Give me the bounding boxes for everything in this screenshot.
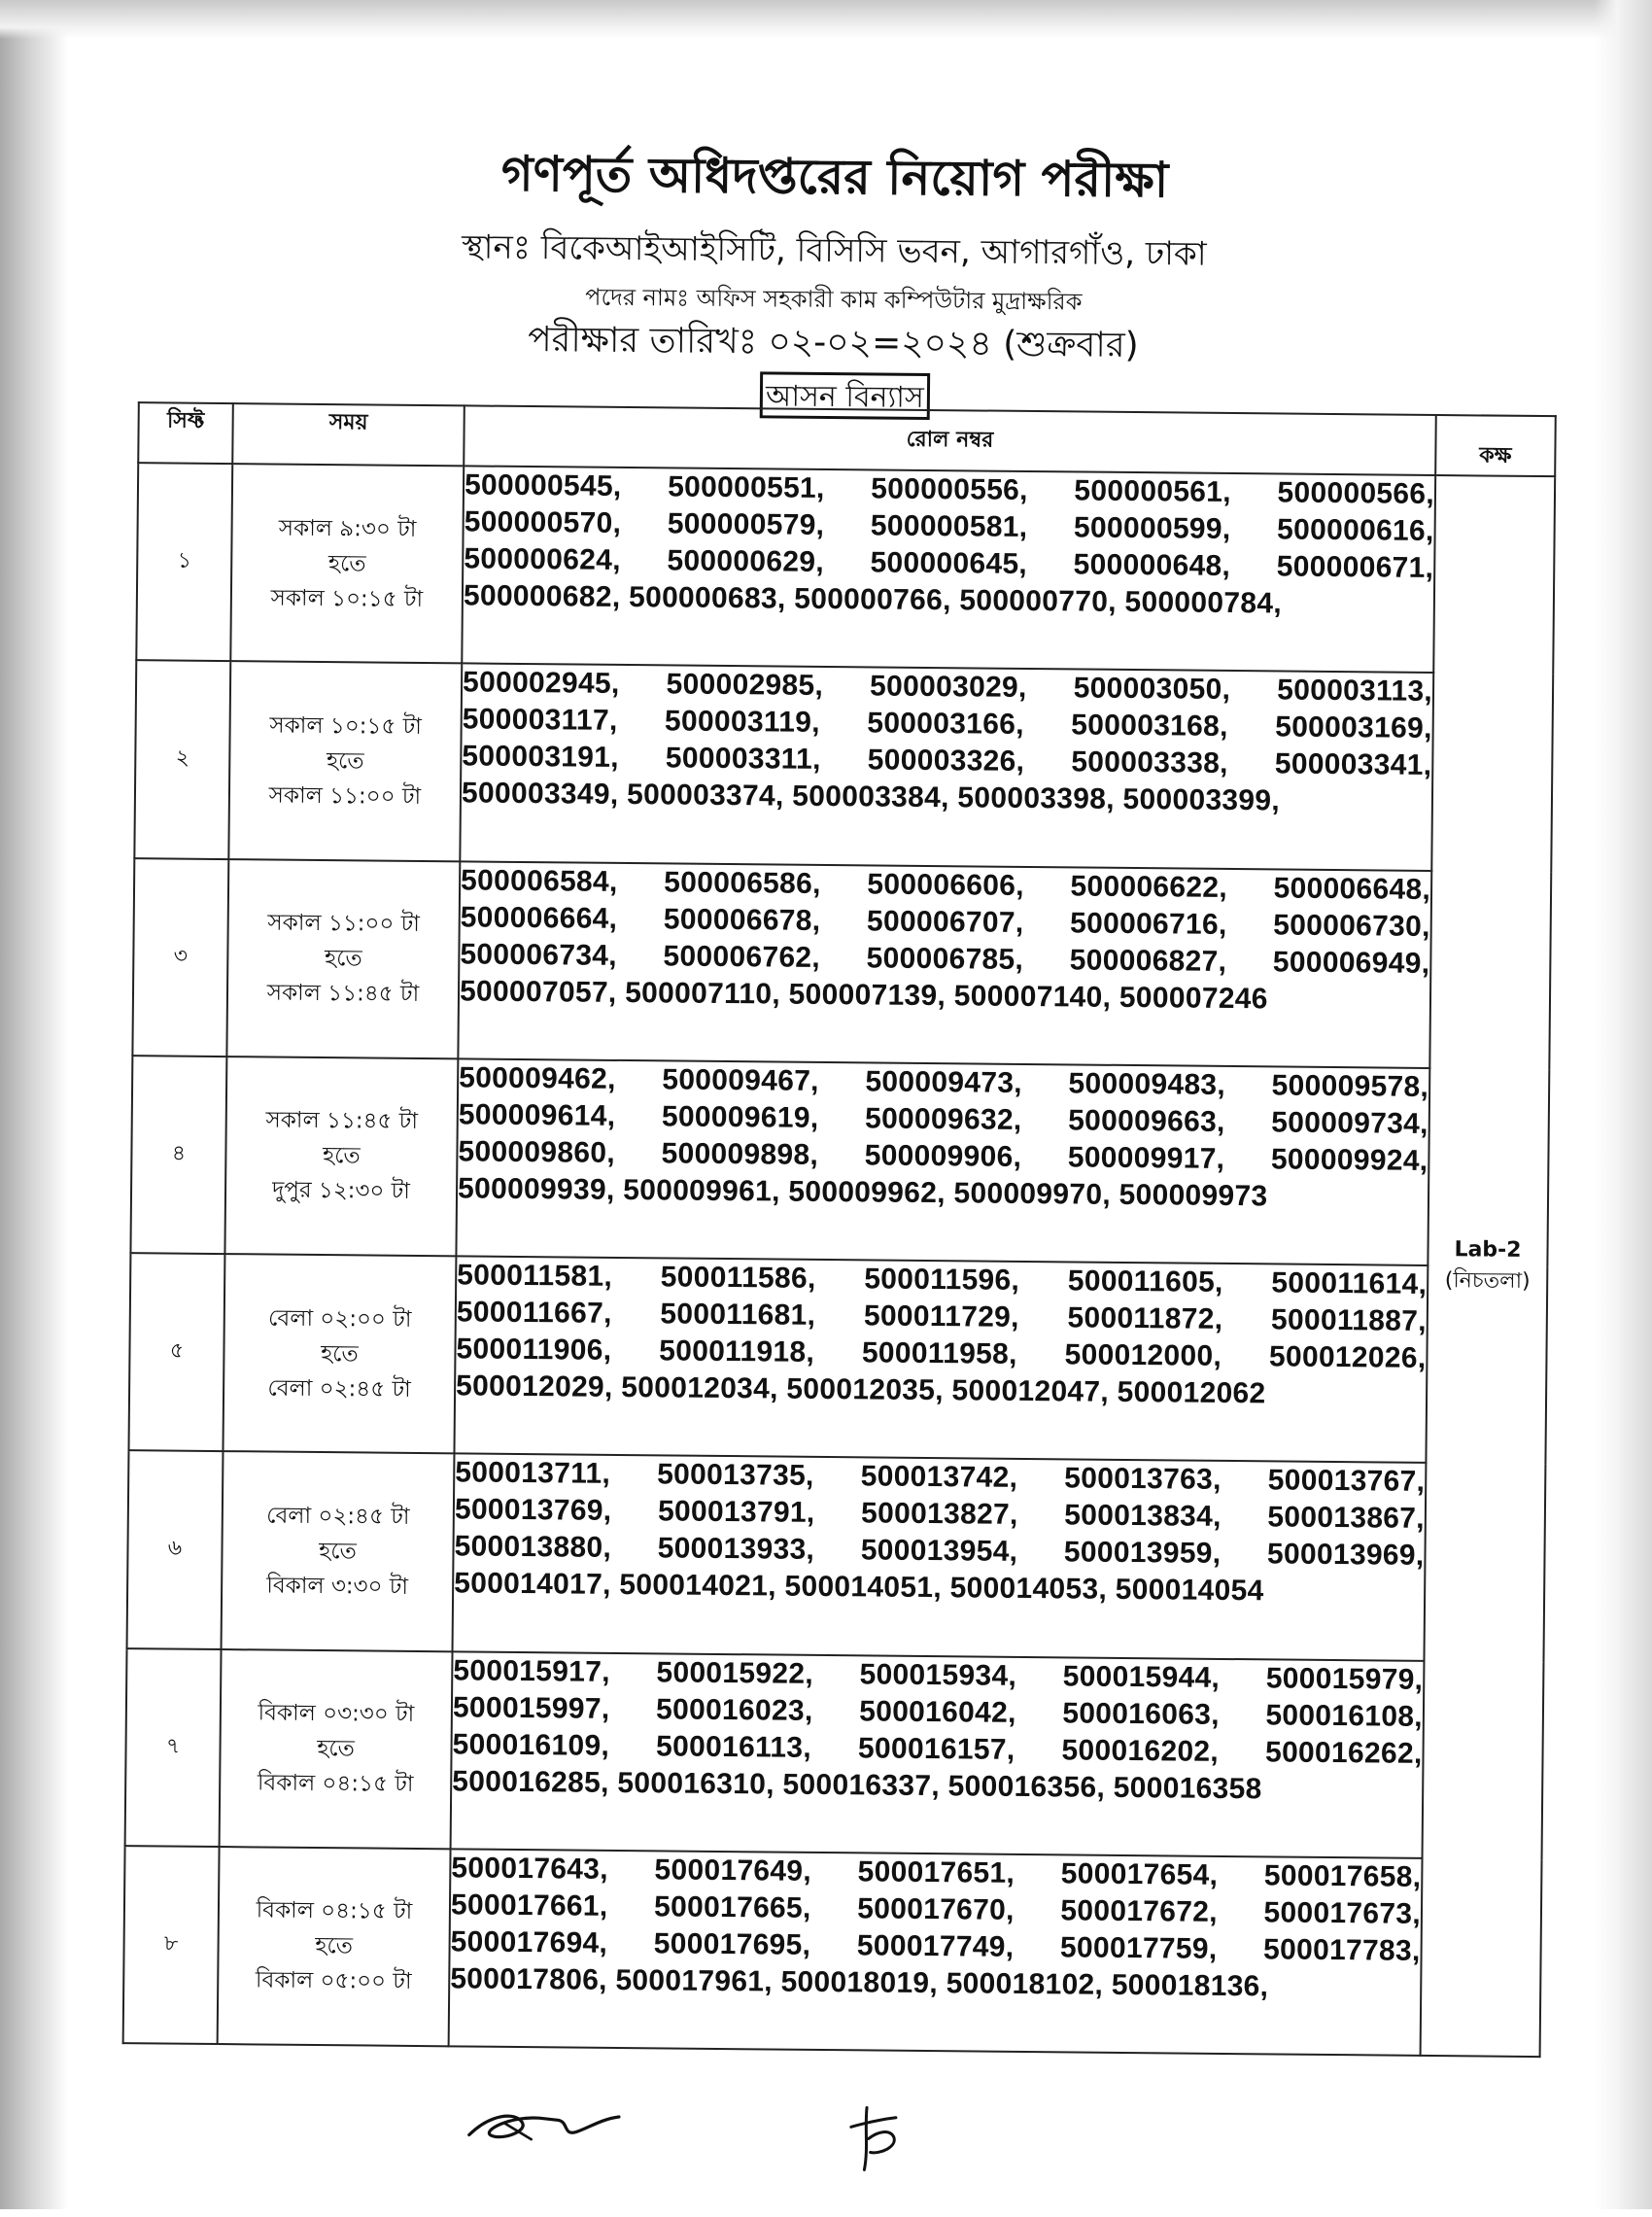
roll-number-line: 500009614, 500009619, 500009632, 500009663, 500009734, (458, 1098, 1428, 1140)
roll-number-line: 500017694, 500017695, 500017749, 500017759, 500017783, (450, 1925, 1421, 1967)
table-row (134, 660, 1553, 871)
shift-time-mid: হতে (319, 1538, 357, 1565)
shift-number: ৬ (127, 1450, 224, 1648)
roll-number-line: 500015997, 500016023, 500016042, 500016063, 500016108, (452, 1690, 1424, 1733)
roll-number-line: 500009939, 500009961, 500009962, 500009970, 500009973 (457, 1172, 1268, 1213)
shift-time (228, 661, 462, 861)
seat-plan-table (122, 401, 1557, 2058)
table-row (130, 1056, 1549, 1266)
table-row (127, 1450, 1546, 1661)
shift-time-end: বিকাল ০৪:১৫ টা (257, 1770, 414, 1798)
shift-number: ৩ (132, 858, 228, 1057)
exam-date: পরীক্ষার তারিখঃ ০২-০২=২০২৪ (শুক্রবার) (528, 320, 1139, 366)
roll-numbers (460, 664, 1433, 871)
roll-number-line: 500016109, 500016113, 500016157, 500016202, 500016262, (452, 1727, 1423, 1770)
seat-plan-label: আসন বিন্যাস (760, 371, 930, 420)
table-row (132, 858, 1551, 1069)
roll-number-line: 500006584, 500006586, 500006606, 500006622, 500006648, (460, 863, 1431, 906)
exam-room (1421, 475, 1556, 2057)
roll-number-line: 500007057, 500007110, 500007139, 500007140, 500007246 (459, 974, 1268, 1015)
roll-number-line: 500003117, 500003119, 500003166, 500003168, 500003169, (462, 703, 1432, 745)
signature-right (844, 2099, 913, 2178)
table-body (123, 463, 1556, 2057)
roll-number-line: 500006664, 500006678, 500006707, 500006716, 500006730, (460, 900, 1430, 943)
shift-number: ২ (134, 660, 230, 858)
roll-number-line: 500011906, 500011918, 500011958, 500012000, 500012026, (456, 1333, 1427, 1374)
roll-number-line: 500003349, 500003374, 500003384, 500003398, 500003399, (461, 777, 1281, 817)
column-header-shift: সিফ্ট (138, 402, 233, 464)
roll-numbers (454, 1256, 1428, 1463)
post-name: পদের নামঃ অফিস সহকারী কাম কম্পিউটার মুদ্রাক্ষরিক (585, 283, 1083, 316)
shift-time-start: সকাল ৯:৩০ টা (278, 515, 417, 542)
table-row (123, 1846, 1542, 2057)
table-row (136, 463, 1555, 674)
shift-time-start: বেলা ০২:৪৫ টা (266, 1503, 410, 1530)
roll-number-line: 500000545, 500000551, 500000556, 500000561, 500000566, (464, 468, 1435, 510)
shift-time-end: দুপুর ১২:৩০ টা (272, 1177, 411, 1205)
shift-time-end: বিকাল ০৫:০০ টা (255, 1967, 412, 1995)
shift-time-mid: হতে (326, 747, 364, 775)
roll-number-line: 500017806, 500017961, 500018019, 500018102, 500018136, (450, 1962, 1269, 2003)
shift-time-start: বেলা ০২:০০ টা (268, 1305, 412, 1333)
roll-number-line: 500015917, 500015922, 500015934, 500015944, 500015979, (453, 1653, 1424, 1696)
roll-numbers (456, 1058, 1429, 1265)
roll-number-line: 500006734, 500006762, 500006785, 500006827, 500006949, (460, 937, 1430, 980)
column-header-roll: রোল নম্বর (464, 405, 1436, 475)
room-floor: (নিচতলা) (1444, 1268, 1531, 1294)
shift-time-mid: হতে (315, 1933, 354, 1959)
shift-time-mid: হতে (327, 550, 366, 577)
shift-time-mid: হতে (317, 1736, 355, 1762)
roll-number-line: 500014017, 500014021, 500014051, 500014053, 500014054 (454, 1567, 1264, 1608)
roll-number-line: 500017643, 500017649, 500017651, 500017654, 500017658, (451, 1852, 1422, 1893)
roll-number-line: 500000570, 500000579, 500000581, 500000599, 500000616, (464, 505, 1434, 547)
roll-number-line: 500003191, 500003311, 500003326, 500003338, 500003341, (462, 740, 1432, 782)
shift-time (220, 1649, 453, 1850)
shift-time-end: সকাল ১১:০০ টা (268, 782, 422, 810)
roll-numbers (451, 1651, 1425, 1858)
shift-time (223, 1254, 456, 1454)
roll-numbers (449, 1849, 1423, 2056)
roll-number-line: 500000682, 500000683, 500000766, 500000770, 500000784, (463, 579, 1283, 620)
shift-time-mid: হতে (322, 1143, 361, 1169)
roll-numbers (453, 1454, 1427, 1661)
shift-time (226, 859, 460, 1059)
signature-left (461, 2096, 627, 2165)
column-header-room: কক্ষ (1435, 415, 1556, 476)
shift-time (224, 1057, 458, 1257)
shift-time-end: বিকাল ৩:৩০ টা (266, 1573, 409, 1600)
shift-time-end: সকাল ১১:৪৫ টা (266, 980, 420, 1008)
roll-numbers (458, 861, 1431, 1068)
shift-time (218, 1847, 451, 2047)
shift-time-start: সকাল ১১:৪৫ টা (265, 1107, 419, 1135)
room-name: Lab-2 (1454, 1237, 1522, 1263)
roll-number-line: 500000624, 500000629, 500000645, 500000648, 500000671, (464, 542, 1434, 584)
roll-number-line: 500016285, 500016310, 500016337, 500016356, 500016358 (452, 1764, 1262, 1805)
shift-time-mid: হতে (324, 946, 362, 972)
roll-number-line: 500009860, 500009898, 500009906, 500009917, 500009924, (458, 1135, 1428, 1177)
shift-number: ৪ (130, 1056, 226, 1254)
shift-number: ৮ (123, 1846, 220, 2044)
shift-number: ৭ (125, 1648, 222, 1847)
table-row (128, 1253, 1547, 1464)
shift-time-start: সকাল ১০:১৫ টা (269, 712, 422, 740)
roll-number-line: 500013769, 500013791, 500013827, 500013834, 500013867, (454, 1493, 1426, 1536)
shift-time-start: বিকাল ০৪:১৫ টা (256, 1897, 413, 1925)
shift-time-end: বেলা ০২:৪৫ টা (267, 1375, 411, 1403)
roll-number-line: 500011581, 500011586, 500011596, 500011605, 500011614, (457, 1259, 1428, 1300)
roll-number-line: 500009462, 500009467, 500009473, 500009483, 500009578, (459, 1061, 1429, 1103)
document-title: গণপূর্ত অধিদপ্তরের নিয়োগ পরীক্ষা (500, 145, 1169, 209)
shift-number: ৫ (128, 1253, 224, 1451)
table-row (125, 1648, 1544, 1859)
roll-number-line: 500013711, 500013735, 500013742, 500013763, 500013767, (455, 1456, 1426, 1499)
shift-time-start: সকাল ১১:০০ টা (267, 910, 421, 938)
exam-venue: স্থানঃ বিকেআইআইসিটি, বিসিসি ভবন, আগারগাঁও, ঢাকা (461, 227, 1207, 274)
roll-number-line: 500011667, 500011681, 500011729, 500011872, 500011887, (456, 1296, 1427, 1337)
shift-time (222, 1451, 455, 1651)
roll-numbers (462, 466, 1435, 673)
roll-number-line: 500002945, 500002985, 500003029, 500003050, 500003113, (462, 666, 1433, 709)
column-header-time: সময় (232, 403, 465, 466)
roll-number-line: 500013880, 500013933, 500013954, 500013959, 500013969, (454, 1530, 1425, 1573)
roll-number-line: 500017661, 500017665, 500017670, 500017672, 500017673, (450, 1888, 1422, 1930)
shift-time (230, 464, 464, 664)
shift-time-start: বিকাল ০৩:৩০ টা (258, 1700, 415, 1728)
shift-time-mid: হতে (321, 1340, 359, 1368)
shift-number: ১ (136, 463, 232, 661)
shift-time-end: সকাল ১০:১৫ টা (270, 585, 424, 612)
roll-number-line: 500012029, 500012034, 500012035, 500012047, 500012062 (455, 1369, 1266, 1410)
